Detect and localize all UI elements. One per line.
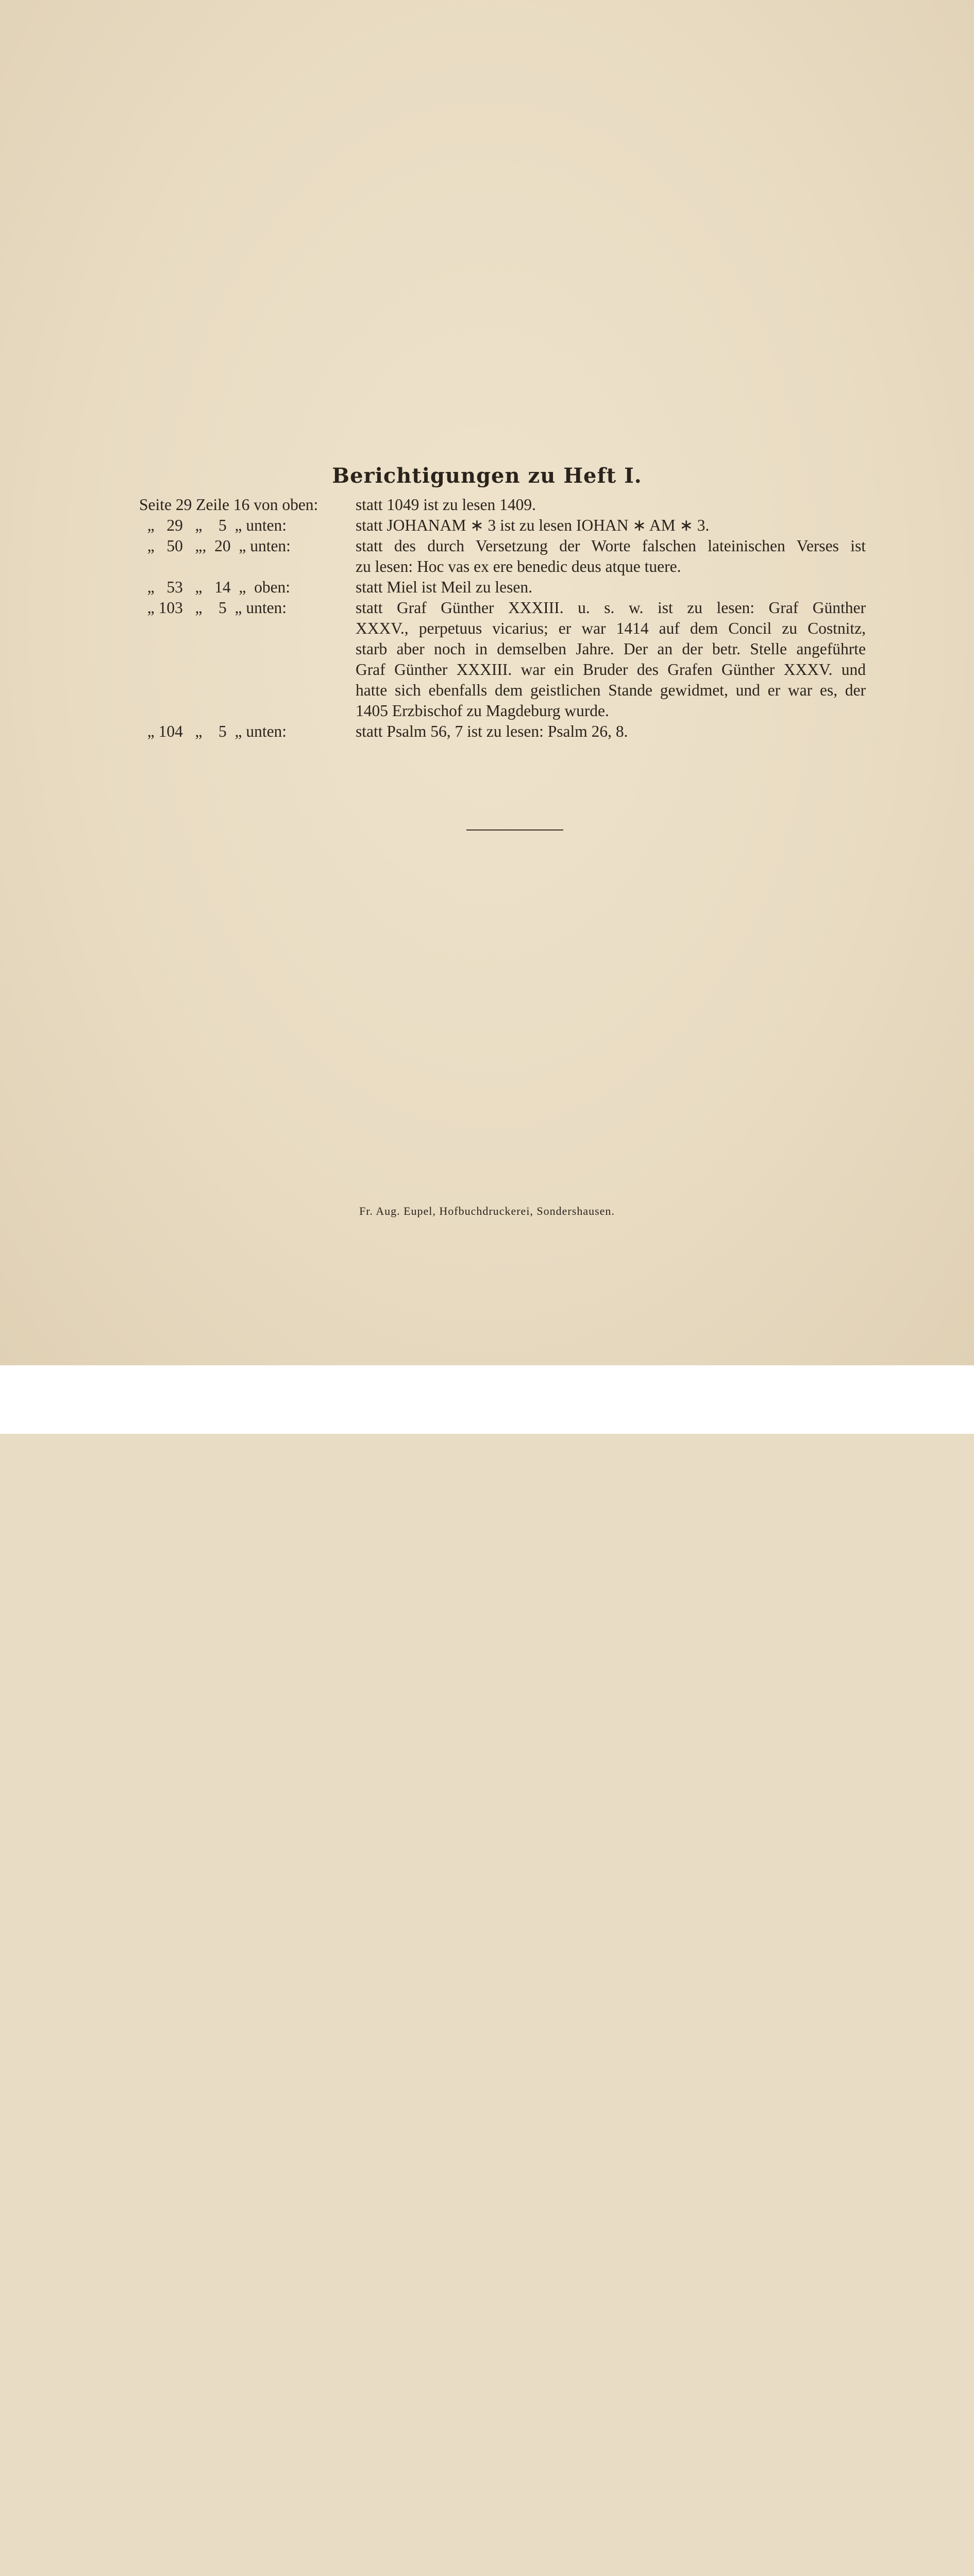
errata-entry bbox=[139, 515, 886, 536]
entry-line: hatte sich ebenfalls dem geistlichen Stande gewidmet, und er war es, der bbox=[356, 681, 866, 699]
entry-text bbox=[356, 598, 866, 721]
entry-reference: „ 29 „ 5 „ unten: bbox=[139, 516, 291, 534]
entry-line: starb aber noch in demselben Jahre. Der an der betr. Stelle angeführte bbox=[356, 640, 866, 658]
entry-text bbox=[356, 495, 866, 515]
entry-line: Graf Günther XXXIII. war ein Bruder des Grafen Günther XXXV. und bbox=[356, 660, 866, 679]
separator-rule bbox=[466, 829, 563, 831]
library-footer bbox=[0, 1365, 974, 1434]
entry-line: statt Psalm 56, 7 ist zu lesen: Psalm 26, 8. bbox=[356, 722, 628, 740]
errata-entry bbox=[139, 721, 886, 742]
entry-line: statt Graf Günther XXXIII. u. s. w. ist zu lesen: Graf Günther bbox=[356, 599, 866, 617]
entry-reference: „ 50 „, 20 „ unten: bbox=[139, 537, 295, 555]
page-title: Berichtigungen zu Heft I. bbox=[332, 464, 642, 488]
entry-line: statt JOHANAM ∗ 3 ist zu lesen IOHAN ∗ AM ∗ 3. bbox=[356, 516, 710, 534]
entry-reference: „ 104 „ 5 „ unten: bbox=[139, 722, 291, 740]
entry-line: zu lesen: Hoc vas ex ere benedic deus atque tuere. bbox=[356, 557, 681, 575]
entry-reference: „ 53 „ 14 „ oben: bbox=[139, 578, 294, 596]
entry-line: statt des durch Versetzung der Worte falschen lateinischen Verses ist bbox=[356, 537, 866, 555]
entry-line: statt 1049 ist zu lesen 1409. bbox=[356, 496, 536, 514]
entry-text bbox=[356, 721, 866, 742]
entry-text bbox=[356, 515, 866, 536]
entry-line: statt Miel ist Meil zu lesen. bbox=[356, 578, 532, 596]
errata-entry bbox=[139, 598, 886, 721]
entry-text bbox=[356, 536, 866, 577]
printer-imprint: Fr. Aug. Eupel, Hofbuchdruckerei, Sondershausen. bbox=[359, 1205, 615, 1217]
entry-reference: „ 103 „ 5 „ unten: bbox=[139, 599, 291, 617]
errata-list bbox=[139, 495, 886, 742]
errata-entry bbox=[139, 577, 886, 598]
entry-text bbox=[356, 577, 866, 598]
entry-line: 1405 Erzbischof zu Magdeburg wurde. bbox=[356, 702, 609, 720]
entry-line: XXXV., perpetuus vicarius; er war 1414 auf dem Concil zu Costnitz, bbox=[356, 619, 866, 637]
errata-entry bbox=[139, 495, 886, 515]
entry-reference: Seite 29 Zeile 16 von oben: bbox=[139, 496, 323, 514]
errata-entry bbox=[139, 536, 886, 577]
